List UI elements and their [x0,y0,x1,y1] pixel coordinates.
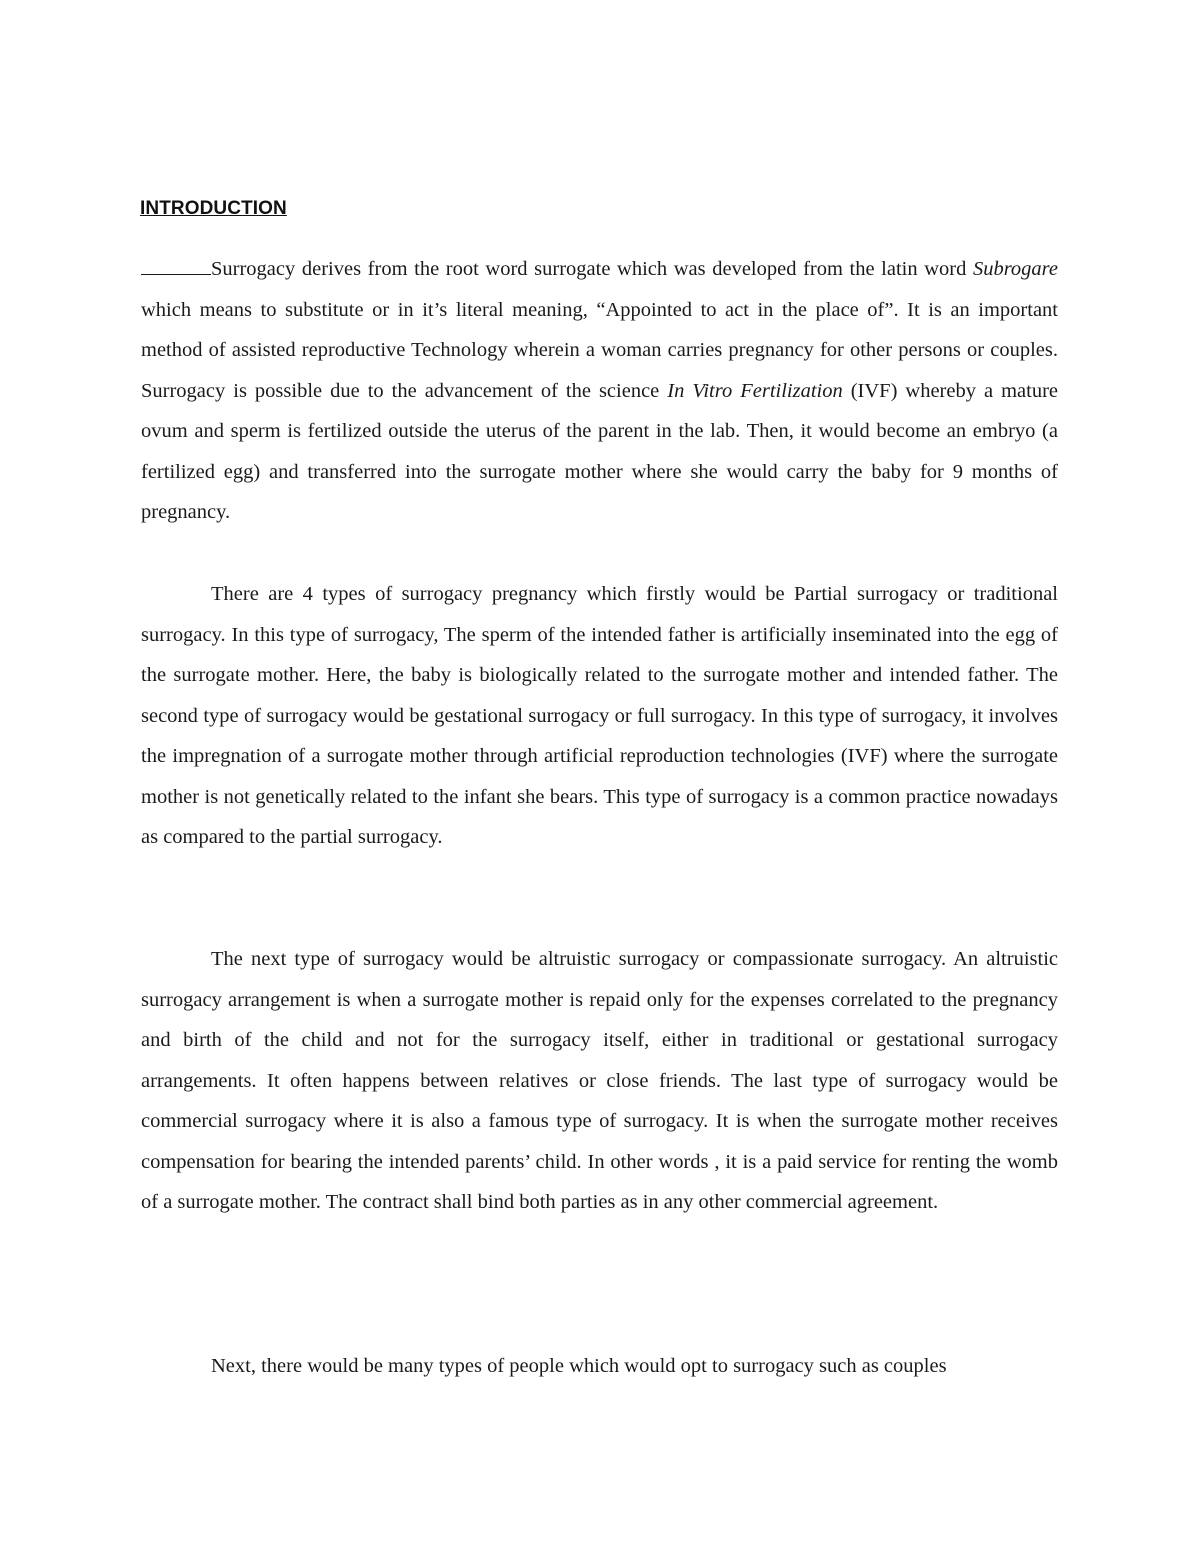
paragraph-1-text-b: which means to substitute or in it’s literal meaning, “Appointed to act in the place of”. It is an important method of assisted reproductive Technology wherein a woman carries pregnancy for other persons or couples. Surrogacy is possible due to the advancement of the science [141,298,1058,402]
paragraph-3-text: The next type of surrogacy would be altruistic surrogacy or compassionate surrogacy. An altruistic surrogacy arrangement is when a surrogate mother is repaid only for the expenses correlated to the pregnancy and birth of the child and not for the surrogacy itself, either in traditional or gestational surrogacy arrangements. It often happens between relatives or close friends. The last type of surrogacy would be commercial surrogacy where it is also a famous type of surrogacy. It is when the surrogate mother receives compensation for bearing the intended parents’ child. In other words , it is a paid service for renting the womb of a surrogate mother. The contract shall bind both parties as in any other commercial agreement. [141,948,1058,1213]
paragraph-4-text: Next, there would be many types of people which would opt to surrogacy such as couples [211,1355,947,1377]
paragraph-2-text: There are 4 types of surrogacy pregnancy which firstly would be Partial surrogacy or traditional surrogacy. In this type of surrogacy, The sperm of the intended father is artificially inseminated into the egg of the surrogate mother. Here, the baby is biologically related to the surrogate mother and intended father. The second type of surrogacy would be gestational surrogacy or full surrogacy. In this type of surrogacy, it involves the impregnation of a surrogate mother through artificial reproduction technologies (IVF) where the surrogate mother is not genetically related to the infant she bears. This type of surrogacy is a common practice nowadays as compared to the partial surrogacy. [141,583,1058,848]
paragraph-1-text-c: (IVF) whereby a mature ovum and sperm is fertilized outside the uterus of the parent in the lab. Then, it would become an embryo (a fertilized egg) and transferred into the surrogate mother where she would carry the baby for 9 months of pregnancy. [141,379,1058,523]
section-heading: INTRODUCTION [140,198,287,219]
paragraph-4 [141,1346,1058,1387]
underline-blank [141,257,211,275]
paragraph-1-text-a: Surrogacy derives from the root word surrogate which was developed from the latin word [211,258,973,280]
paragraph-3 [141,939,1058,1223]
paragraph-2 [141,574,1058,858]
paragraph-1-italic-ivf: In Vitro Fertilization [667,379,843,402]
paragraph-1-italic-subrogare: Subrogare [972,258,1058,280]
paragraph-1 [141,249,1058,533]
